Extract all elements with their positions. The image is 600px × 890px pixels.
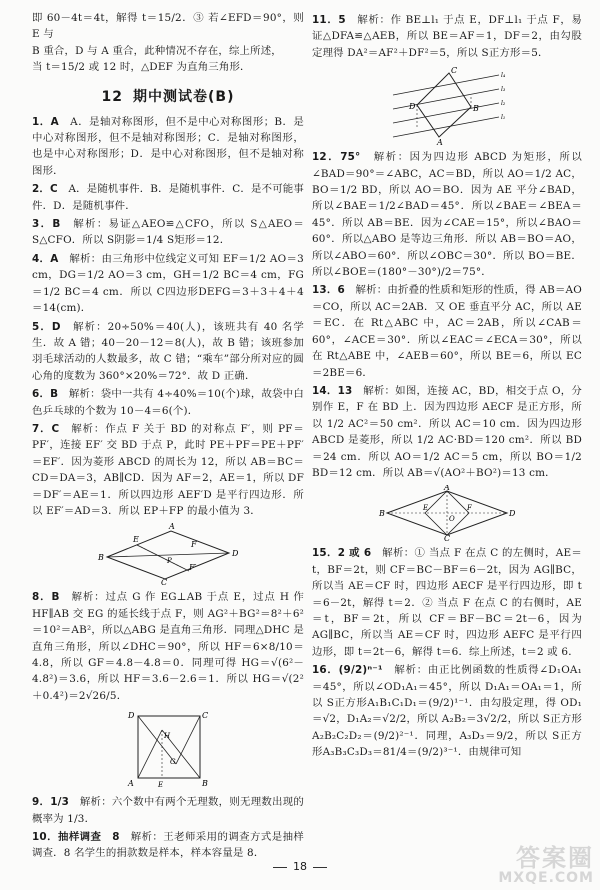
intro-line: 当 t＝15/2 或 12 时，△DEF 为直角三角形． <box>32 61 251 74</box>
answer-item-7: 7．C 解析：作点 F 关于 BD 的对称点 F′，则 PF＝PF′，连接 EF′ 交 BD 于点 P，此时 PE＋PF＝PE＋PF′＝EF′．因为菱形 ABCD 的周长为 12，所以 AB＝BC＝CD＝DA＝3，AB∥CD．因为 AF＝2，AE＝1，所以 DF＝DF′＝AE＝1．所以四边形 AEF′D 是平行四边形．所以 EF′＝AD＝3．所以 EP＋FP 的最小值为 3． <box>32 422 304 517</box>
svg-text:G: G <box>170 758 176 767</box>
watermark-logo: 答案圈 MXQE.COM <box>498 844 594 886</box>
svg-text:D: D <box>409 102 416 112</box>
parallel-lines-figure <box>387 65 507 145</box>
svg-text:O: O <box>449 515 455 524</box>
svg-text:A: A <box>128 779 134 789</box>
svg-text:C: C <box>451 66 458 76</box>
section-heading: 期中测试卷(B) <box>133 88 235 105</box>
svg-text:E: E <box>158 781 164 790</box>
answer-item-6: 6．B 解析：袋中一共有 4÷40%＝10(个)球，故袋中白色乒乓球的个数为 10－4＝6(个)． <box>32 388 304 417</box>
section-title <box>32 86 304 106</box>
svg-text:l₂: l₂ <box>501 100 506 108</box>
svg-text:A: A <box>169 523 175 532</box>
svg-text:B: B <box>379 509 385 519</box>
answer-item-11: 11．5 解析：作 BE⊥l₁ 于点 E，DF⊥l₁ 于点 F，易证△DFA≌△AEB，所以 BE＝AF＝1，DF＝2，由勾股定理得 DA²＝AF²＋DF²＝5，所以 S正方形＝5． <box>312 14 582 59</box>
svg-text:D: D <box>128 711 135 721</box>
answer-item-13: 13．6 解析：由折叠的性质和矩形的性质，得 AB＝AO＝CO，所以 AC＝2AB．又 OE 垂直平分 AC，所以 AE＝EC．在 Rt△ABC 中，AC＝2AB，所以∠CAB＝60°，∠ACE＝30°．所以∠EAC＝∠ECA＝30°，所以在 Rt△ABE 中，∠AEB＝60°，所以 BE＝6，所以 EC＝2BE＝6． <box>312 284 582 379</box>
kite-figure <box>377 485 517 541</box>
answer-item-14: 14．13 解析：如图，连接 AC，BD，相交于点 O，分别作 E，F 在 BD 上．因为四边形 AECF 是正方形，所以 1/2 AC²＝50 cm²．所以 AC＝10 cm．因为四边形 ABCD 是菱形，所以 1/2 AC·BD＝120 cm²．所以 BD＝24 cm．所以 AO＝1/2 AC＝5 cm，所以 BO＝1/2 BD＝12 cm．所以 AB＝√(AO²＋BO²)＝13 cm． <box>312 384 582 479</box>
answer-item-10: 10．抽样调查 8 解析：王老师采用的调查方式是抽样调查．8 名学生的捐款数是样本，样本容量是 8． <box>32 831 305 860</box>
svg-text:E: E <box>133 535 139 545</box>
svg-text:C: C <box>444 534 451 542</box>
section-number: 12 <box>101 88 123 105</box>
svg-text:F: F <box>191 540 197 550</box>
svg-text:l₃: l₃ <box>501 86 506 94</box>
svg-text:l₁: l₁ <box>501 114 506 122</box>
right-column <box>312 10 582 761</box>
svg-text:P: P <box>167 557 172 566</box>
answer-item-12: 12．75° 解析：因为四边形 ABCD 为矩形，所以∠BAD＝90°＝∠ABC，AC＝BD，所以 AO＝1/2 AC，BO＝1/2 BD，所以 AO＝BO．因为 AE 平分∠BAD，所以∠BAE＝1/2∠BAD＝45°．所以∠BAE＝∠BEA＝45°．所以 AB＝BE．因为∠CAE＝15°，所以∠BAO＝60°．所以△ABO 是等边三角形．所以 AB＝BO＝AO，所以∠ABO＝60°．所以∠OBC＝30°．所以 BO＝BE．所以∠BOE＝(180°－30°)/2＝75°． <box>312 151 582 279</box>
answer-item-5: 5．D 解析：20÷50%＝40(人)，该班共有 40 名学生．故 A 错；40－20－12＝8(人)，故 B 错；该班参加羽毛球活动的人数最多，故 C 错；“乘车”部分所对应的圆心角的度数为 360°×20%＝72°．故 D 正确． <box>32 320 304 382</box>
svg-text:F′: F′ <box>189 563 197 573</box>
svg-text:l₄: l₄ <box>501 72 506 80</box>
rhombus-figure <box>93 523 243 585</box>
svg-text:F: F <box>467 504 472 513</box>
left-column <box>32 10 304 862</box>
answer-item-3: 3．B 解析：易证△AEO≌△CFO，所以 S△AEO＝S△CFO．所以 S阴影＝1/4 S矩形＝12． <box>32 218 305 247</box>
square-figure <box>126 708 210 790</box>
answer-item-16: 16．(9/2)ⁿ⁻¹ 解析：由正比例函数的性质得∠D₁OA₁＝45°，所以∠OD₁A₁＝45°，所以 D₁A₁＝OA₁＝1，所以 S正方形A₁B₁C₁D₁＝(9/2)¹⁻¹．由勾股定理，得 OD₁＝√2，D₁A₂＝√2/2，所以 A₂B₂＝3√2/2，所以 S正方形A₂B₂C₂D₂＝(9/2)²⁻¹．同理，A₃D₃＝9/2，所以 S正方形A₃B₃C₃D₃＝81/4＝(9/2)³⁻¹．由规律可知 <box>312 664 582 759</box>
svg-text:D: D <box>509 509 516 519</box>
svg-text:B: B <box>202 779 208 789</box>
answer-item-2: 2．C A．是随机事件．B．是随机事件．C．是不可能事件．D．是随机事件． <box>32 183 304 212</box>
intro-line: 即 60－4t＝4t，解得 t＝15/2．③ 若∠EFD＝90°，则 E 与 <box>32 12 304 41</box>
svg-text:D: D <box>232 549 239 559</box>
answer-item-4: 4．A 解析：由三角形中位线定义可知 EF＝1/2 AO＝3 cm，DG＝1/2 AO＝3 cm，GH＝1/2 BC＝4 cm，FG＝1/2 BC＝4 cm．所以 C四边形DEFG＝3＋3＋4＋4＝14(cm)． <box>32 252 304 315</box>
svg-text:C: C <box>202 711 209 721</box>
svg-text:C: C <box>161 578 168 586</box>
svg-text:H: H <box>164 732 171 741</box>
answer-item-8: 8．B 解析：过点 G 作 EG⊥AB 于点 E，过点 H 作 HF∥AB 交 EG 的延长线于点 F，则 AG²＋BG²＝8²＋6²＝10²＝AB²，所以△ABG 是直角三角形．同理△DHC 是直角三角形，所以∠DHC＝90°，所以 HF＝6×8/10＝4.8，所以 GF＝4.8－4.8＝0．同理可得 HG＝√(6²－4.8²)＝3.6，所以 HF＝3.6－2.6＝1．所以 HG＝√(2²＋0.4²)＝2√26/5． <box>32 591 304 702</box>
svg-text:B: B <box>98 553 104 563</box>
svg-text:B: B <box>473 104 479 114</box>
svg-text:A: A <box>437 138 443 146</box>
svg-text:E: E <box>423 504 429 513</box>
answer-item-1: 1．A A．是轴对称图形，但不是中心对称图形；B．是中心对称图形，但不是轴对称图形；C．是轴对称图形，也是中心对称图形；D．是中心对称图形，但不是轴对称图形． <box>32 115 304 177</box>
answer-item-9: 9．1/3 解析：六个数中有两个无理数，则无理数出现的概率为 1/3． <box>32 796 305 825</box>
svg-text:A: A <box>444 485 450 493</box>
intro-line: B 重合，D 与 A 重合，此种情况不存在，综上所述， <box>32 44 282 57</box>
page-number: 18 <box>0 860 600 873</box>
answer-item-15: 15．2 或 6 解析：① 当点 F 在点 C 的左侧时，AE＝t，BF＝2t，则 CF＝BC－BF＝6－2t，因为 AG∥BC，所以当 AE＝CF 时，四边形 AECF 是平行四边形，即 t＝6－2t，解得 t＝2．② 当点 F 在点 C 的右侧时，AE＝t，BF＝2t，所以 CF＝BF－BC＝2t－6，因为 AG∥BC，所以当 AE＝CF 时，四边形 AEFC 是平行四边形，即 t＝2t－6，解得 t＝6．综上所述，t＝2 或 6． <box>312 547 582 658</box>
